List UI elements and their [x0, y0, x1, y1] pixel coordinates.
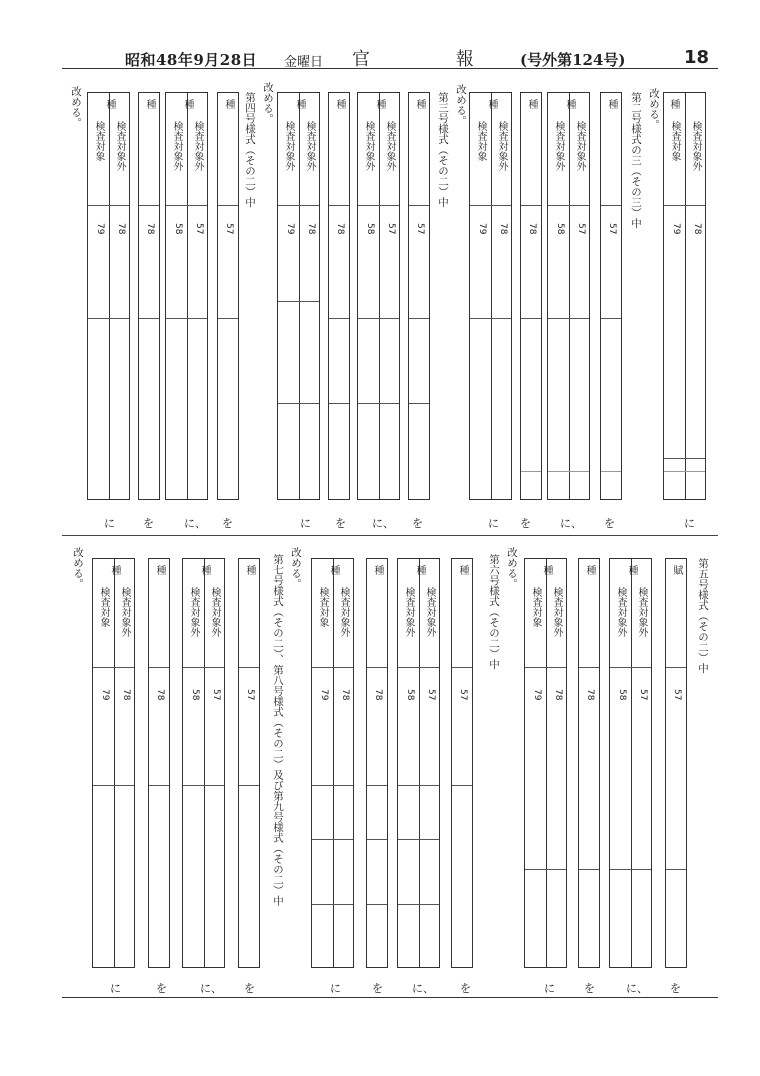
cell-number: 79: [100, 689, 110, 701]
bracket-text: を: [156, 982, 167, 995]
bracket-text: を: [143, 517, 154, 530]
cell-number: 78: [306, 223, 316, 235]
form-table: [663, 92, 706, 500]
cell-number: 78: [340, 689, 350, 701]
cell-number: 78: [585, 689, 595, 701]
bracket-text: を: [412, 517, 423, 530]
bracket-text: に、: [560, 517, 582, 530]
header-rule: [62, 68, 718, 69]
cell-toku: 種: [541, 565, 552, 575]
page-header: [0, 0, 760, 72]
bracket-text: に: [330, 982, 341, 995]
cell-kensa-gai: 検査対象外: [551, 587, 562, 637]
form-table: [357, 92, 400, 500]
header-issue: (号外第124号): [520, 51, 626, 69]
cell-toku: 種: [144, 99, 155, 109]
section-heading: 第四号様式（その二）中: [244, 92, 256, 208]
cell-number: 78: [155, 689, 165, 701]
cell-kensa: 検査対象: [530, 587, 541, 627]
cell-kensa-gai: 検査対象外: [636, 587, 647, 637]
cell-toku: 種: [564, 99, 575, 109]
bracket-text: に、: [372, 517, 394, 530]
cell-number: 57: [458, 689, 468, 701]
cell-number: 57: [576, 223, 586, 235]
cell-toku: 種: [606, 99, 617, 109]
cell-number: 57: [426, 689, 436, 701]
cell-kensa: 検査対象: [669, 121, 680, 161]
form-table: [600, 92, 622, 500]
cell-toku: 種: [154, 565, 165, 575]
section-rule: [62, 535, 718, 536]
cell-number: 57: [224, 223, 234, 235]
form-table: [92, 558, 135, 968]
cell-kensa-gai: 検査対象外: [574, 121, 585, 171]
cell-number: 79: [95, 223, 105, 235]
cell-number: 58: [365, 223, 375, 235]
cell-toku: 種: [457, 565, 468, 575]
amendment-text: 改める。: [72, 547, 84, 589]
form-table: [165, 92, 208, 500]
cell-number: 78: [373, 689, 383, 701]
cell-kensa-gai: 検査対象外: [384, 121, 395, 171]
cell-number: 78: [527, 223, 537, 235]
cell-kensa-gai: 検査対象外: [338, 587, 349, 637]
cell-toku: 種: [372, 565, 383, 575]
cell-number: 58: [617, 689, 627, 701]
cell-number: 78: [116, 223, 126, 235]
cell-kensa-gai: 検査対象外: [114, 121, 125, 171]
cell-kensa-gai: 検査対象外: [690, 121, 701, 171]
section-heading: 第二号様式の三（その三）中: [630, 92, 642, 229]
cell-number: 79: [285, 223, 295, 235]
cell-toku: 種: [294, 99, 305, 109]
form-table: [87, 92, 130, 500]
form-table: [138, 92, 160, 500]
cell-toku: 種: [668, 99, 679, 109]
cell-toku: 種: [486, 99, 497, 109]
cell-number: 58: [173, 223, 183, 235]
cell-number: 57: [245, 689, 255, 701]
form-table: [609, 558, 652, 968]
cell-kensa: 検査対象: [98, 587, 109, 627]
cell-number: 57: [672, 689, 682, 701]
bracket-text: に: [300, 517, 311, 530]
bracket-text: に: [544, 982, 555, 995]
cell-kensa-gai: 検査対象外: [188, 587, 199, 637]
cell-toku: 種: [626, 565, 637, 575]
cell-toku: 賦: [671, 565, 682, 575]
cell-toku: 種: [328, 565, 339, 575]
cell-kensa-gai: 検査対象外: [496, 121, 507, 171]
cell-kensa-gai: 検査対象外: [304, 121, 315, 171]
bracket-text: を: [520, 517, 531, 530]
cell-number: 79: [477, 223, 487, 235]
cell-kensa-gai: 検査対象外: [171, 121, 182, 171]
cell-toku: 種: [244, 565, 255, 575]
bracket-text: を: [460, 982, 471, 995]
amendment-text: 改める。: [506, 547, 518, 589]
cell-toku: 種: [334, 99, 345, 109]
form-table: [182, 558, 225, 968]
bracket-text: に、: [412, 982, 434, 995]
form-table: [520, 92, 542, 500]
cell-number: 79: [671, 223, 681, 235]
form-table: [578, 558, 600, 968]
cell-number: 78: [498, 223, 508, 235]
bracket-text: に、: [626, 982, 648, 995]
bottom-rule: [62, 997, 718, 998]
cell-kensa: 検査対象: [317, 587, 328, 627]
form-table: [665, 558, 687, 968]
cell-number: 78: [553, 689, 563, 701]
cell-number: 57: [194, 223, 204, 235]
amendment-text: 改める。: [290, 547, 302, 589]
form-table: [277, 92, 320, 500]
header-publication: 官 報: [352, 49, 514, 70]
form-table: [217, 92, 239, 500]
cell-number: 78: [121, 689, 131, 701]
cell-kensa-gai: 検査対象外: [283, 121, 294, 171]
header-page-number: 18: [684, 47, 710, 68]
bracket-text: に: [488, 517, 499, 530]
bracket-text: を: [222, 517, 233, 530]
form-table: [311, 558, 354, 968]
bracket-text: に: [104, 517, 115, 530]
cell-kensa-gai: 検査対象外: [403, 587, 414, 637]
cell-toku: 種: [109, 565, 120, 575]
form-table: [148, 558, 170, 968]
cell-number: 57: [415, 223, 425, 235]
cell-kensa-gai: 検査対象外: [192, 121, 203, 171]
header-date: 昭和48年9月28日: [125, 51, 258, 69]
cell-number: 57: [607, 223, 617, 235]
bracket-text: に、: [184, 517, 206, 530]
cell-toku: 種: [414, 565, 425, 575]
cell-number: 58: [405, 689, 415, 701]
section-heading: 第五号様式（その二）中: [697, 558, 709, 674]
cell-number: 58: [190, 689, 200, 701]
cell-toku: 種: [584, 565, 595, 575]
amendment-text: 改める。: [648, 88, 660, 130]
form-table: [469, 92, 512, 500]
cell-number: 57: [638, 689, 648, 701]
bracket-text: に: [684, 517, 695, 530]
cell-toku: 種: [223, 99, 234, 109]
cell-toku: 種: [414, 99, 425, 109]
amendment-text: 改める。: [455, 84, 467, 126]
cell-kensa-gai: 検査対象外: [119, 587, 130, 637]
section-heading: 第六号様式（その二）中: [488, 554, 500, 670]
form-table: [524, 558, 567, 968]
cell-number: 57: [386, 223, 396, 235]
cell-number: 58: [555, 223, 565, 235]
cell-number: 78: [335, 223, 345, 235]
form-table: [328, 92, 350, 500]
cell-kensa-gai: 検査対象外: [209, 587, 220, 637]
section-heading: 第七号様式（その二）、第八号様式（その二）及び第九号様式（その二）中: [272, 554, 284, 906]
cell-toku: 種: [104, 99, 115, 109]
bracket-text: を: [244, 982, 255, 995]
bracket-text: を: [604, 517, 615, 530]
cell-kensa-gai: 検査対象外: [363, 121, 374, 171]
cell-toku: 種: [526, 99, 537, 109]
form-table: [547, 92, 590, 500]
cell-toku: 種: [182, 99, 193, 109]
bracket-text: を: [335, 517, 346, 530]
form-table: [397, 558, 440, 968]
bracket-text: に: [110, 982, 121, 995]
bracket-text: を: [584, 982, 595, 995]
section-heading: 第三号様式（その二）中: [437, 92, 449, 208]
cell-kensa-gai: 検査対象外: [553, 121, 564, 171]
form-table: [366, 558, 388, 968]
bracket-text: に、: [200, 982, 222, 995]
cell-toku: 種: [199, 565, 210, 575]
cell-toku: 種: [374, 99, 385, 109]
header-weekday: 金曜日: [284, 55, 324, 70]
cell-number: 78: [145, 223, 155, 235]
cell-kensa: 検査対象: [475, 121, 486, 161]
cell-number: 79: [532, 689, 542, 701]
cell-number: 57: [211, 689, 221, 701]
bracket-text: を: [372, 982, 383, 995]
form-table: [451, 558, 473, 968]
form-table: [238, 558, 260, 968]
cell-kensa: 検査対象: [93, 121, 104, 161]
amendment-text: 改める。: [262, 82, 274, 124]
cell-number: 78: [692, 223, 702, 235]
cell-kensa-gai: 検査対象外: [424, 587, 435, 637]
bracket-text: を: [670, 982, 681, 995]
amendment-text: 改める。: [70, 86, 82, 128]
form-table: [408, 92, 430, 500]
cell-kensa-gai: 検査対象外: [615, 587, 626, 637]
cell-number: 79: [319, 689, 329, 701]
